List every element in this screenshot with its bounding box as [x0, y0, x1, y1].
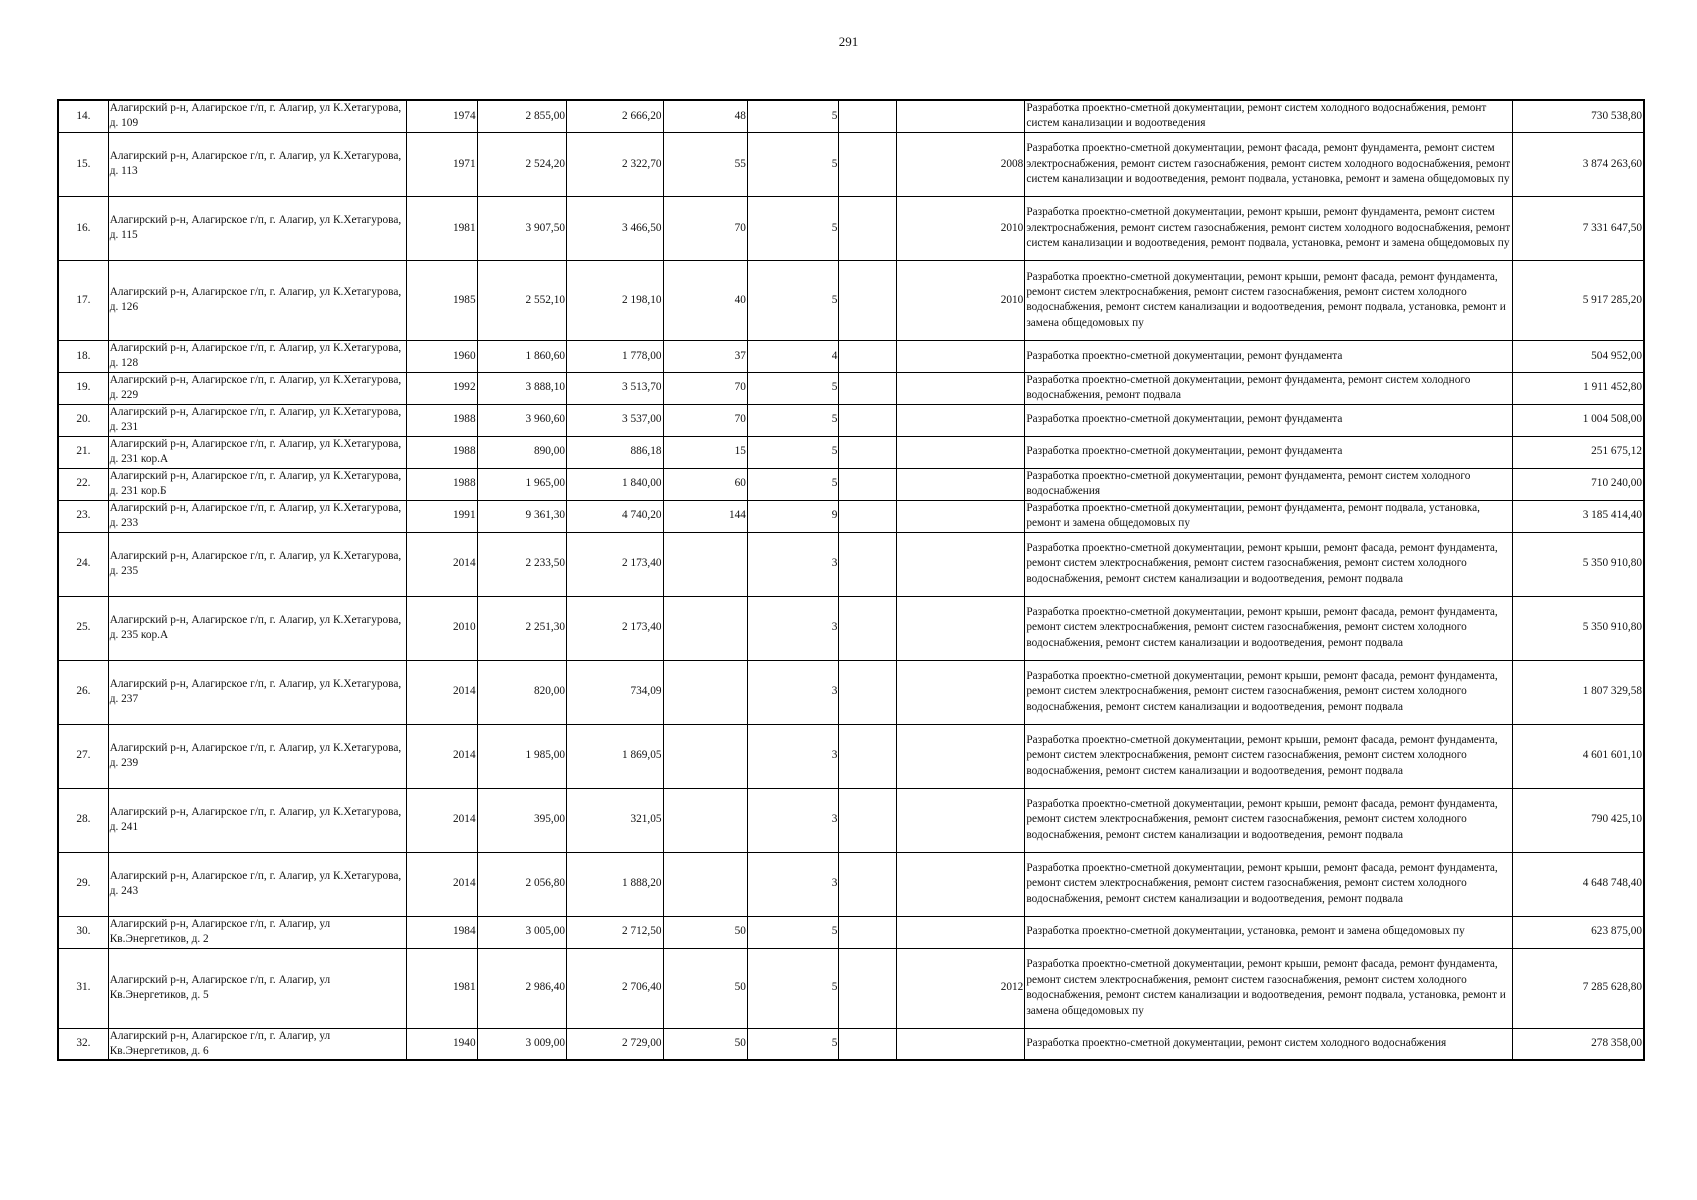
- total-area-cell: 3 907,50: [477, 196, 566, 260]
- residents-cell: [663, 724, 747, 788]
- build-year-cell: 1991: [407, 500, 477, 532]
- build-year-cell: 1985: [407, 260, 477, 340]
- address-cell: Алагирский р-н, Алагирское г/п, г. Алагир, ул Кв.Энергетиков, д. 2: [108, 916, 407, 948]
- empty-cell: [839, 660, 896, 724]
- floors-cell: 5: [747, 468, 838, 500]
- table-row: [58, 372, 1644, 404]
- address-cell: Алагирский р-н, Алагирское г/п, г. Алагир, ул К.Хетагурова, д. 115: [108, 196, 407, 260]
- table-row: [58, 852, 1644, 916]
- table-body: [58, 100, 1644, 1060]
- build-year-cell: 1981: [407, 196, 477, 260]
- address-cell: Алагирский р-н, Алагирское г/п, г. Алагир, ул К.Хетагурова, д. 229: [108, 372, 407, 404]
- floors-cell: 5: [747, 372, 838, 404]
- row-number: 19.: [58, 372, 108, 404]
- residents-cell: 40: [663, 260, 747, 340]
- address-cell: Алагирский р-н, Алагирское г/п, г. Алагир, ул К.Хетагурова, д. 235 кор.А: [108, 596, 407, 660]
- total-area-cell: 1 965,00: [477, 468, 566, 500]
- empty-cell: [839, 532, 896, 596]
- address-cell: Алагирский р-н, Алагирское г/п, г. Алагир, ул Кв.Энергетиков, д. 6: [108, 1028, 407, 1060]
- cost-cell: 5 917 285,20: [1512, 260, 1644, 340]
- build-year-cell: 2014: [407, 660, 477, 724]
- row-number: 22.: [58, 468, 108, 500]
- table-row: [58, 788, 1644, 852]
- address-cell: Алагирский р-н, Алагирское г/п, г. Алагир, ул К.Хетагурова, д. 233: [108, 500, 407, 532]
- row-number: 28.: [58, 788, 108, 852]
- repair-works-cell: Разработка проектно-сметной документации, ремонт крыши, ремонт фундамента, ремонт систем электроснабжения, ремонт систем газоснабжения, ремонт систем холодного водоснабжения, ремонт систем канализации и водоотведения, ремонт подвала, установка, ремонт и замена общедомовых пу: [1025, 196, 1512, 260]
- living-area-cell: 886,18: [567, 436, 663, 468]
- living-area-cell: 2 173,40: [567, 532, 663, 596]
- table-row: [58, 724, 1644, 788]
- floors-cell: 9: [747, 500, 838, 532]
- table-row: [58, 100, 1644, 132]
- build-year-cell: 1988: [407, 404, 477, 436]
- row-number: 18.: [58, 340, 108, 372]
- address-cell: Алагирский р-н, Алагирское г/п, г. Алагир, ул К.Хетагурова, д. 243: [108, 852, 407, 916]
- last-repair-year-cell: 2008: [896, 132, 1025, 196]
- floors-cell: 3: [747, 660, 838, 724]
- floors-cell: 5: [747, 916, 838, 948]
- living-area-cell: 3 466,50: [567, 196, 663, 260]
- repair-works-cell: Разработка проектно-сметной документации, ремонт крыши, ремонт фасада, ремонт фундамента, ремонт систем электроснабжения, ремонт систем газоснабжения, ремонт систем холодного водоснабжения, ремонт систем канализации и водоотведения, ремонт подвала, установка, ремонт и замена общедомовых пу: [1025, 948, 1512, 1028]
- floors-cell: 5: [747, 404, 838, 436]
- residents-cell: 48: [663, 100, 747, 132]
- table-row: [58, 532, 1644, 596]
- address-cell: Алагирский р-н, Алагирское г/п, г. Алагир, ул К.Хетагурова, д. 237: [108, 660, 407, 724]
- table-row: [58, 660, 1644, 724]
- total-area-cell: 1 860,60: [477, 340, 566, 372]
- row-number: 20.: [58, 404, 108, 436]
- living-area-cell: 4 740,20: [567, 500, 663, 532]
- residents-cell: [663, 596, 747, 660]
- residents-cell: [663, 788, 747, 852]
- row-number: 23.: [58, 500, 108, 532]
- living-area-cell: 2 173,40: [567, 596, 663, 660]
- residents-cell: [663, 852, 747, 916]
- build-year-cell: 2014: [407, 532, 477, 596]
- total-area-cell: 2 524,20: [477, 132, 566, 196]
- address-cell: Алагирский р-н, Алагирское г/п, г. Алагир, ул К.Хетагурова, д. 109: [108, 100, 407, 132]
- last-repair-year-cell: [896, 500, 1025, 532]
- build-year-cell: 1971: [407, 132, 477, 196]
- table-row: [58, 196, 1644, 260]
- cost-cell: 1 004 508,00: [1512, 404, 1644, 436]
- last-repair-year-cell: [896, 596, 1025, 660]
- table-row: [58, 468, 1644, 500]
- residents-cell: [663, 660, 747, 724]
- empty-cell: [839, 260, 896, 340]
- row-number: 32.: [58, 1028, 108, 1060]
- build-year-cell: 1988: [407, 468, 477, 500]
- floors-cell: 3: [747, 852, 838, 916]
- repair-works-cell: Разработка проектно-сметной документации, ремонт фундамента, ремонт подвала, установка, ремонт и замена общедомовых пу: [1025, 500, 1512, 532]
- last-repair-year-cell: [896, 340, 1025, 372]
- empty-cell: [839, 596, 896, 660]
- last-repair-year-cell: [896, 916, 1025, 948]
- total-area-cell: 3 888,10: [477, 372, 566, 404]
- table-row: [58, 1028, 1644, 1060]
- housing-repair-table: [57, 99, 1645, 1061]
- cost-cell: 3 185 414,40: [1512, 500, 1644, 532]
- repair-works-cell: Разработка проектно-сметной документации, ремонт крыши, ремонт фасада, ремонт фундамента, ремонт систем электроснабжения, ремонт систем газоснабжения, ремонт систем холодного водоснабжения, ремонт систем канализации и водоотведения, ремонт подвала: [1025, 788, 1512, 852]
- living-area-cell: 2 706,40: [567, 948, 663, 1028]
- repair-works-cell: Разработка проектно-сметной документации, ремонт фундамента, ремонт систем холодного водоснабжения, ремонт подвала: [1025, 372, 1512, 404]
- table-row: [58, 500, 1644, 532]
- table-row: [58, 132, 1644, 196]
- cost-cell: 4 648 748,40: [1512, 852, 1644, 916]
- empty-cell: [839, 724, 896, 788]
- repair-works-cell: Разработка проектно-сметной документации, установка, ремонт и замена общедомовых пу: [1025, 916, 1512, 948]
- total-area-cell: 2 233,50: [477, 532, 566, 596]
- cost-cell: 251 675,12: [1512, 436, 1644, 468]
- residents-cell: 70: [663, 196, 747, 260]
- repair-works-cell: Разработка проектно-сметной документации, ремонт фундамента: [1025, 436, 1512, 468]
- empty-cell: [839, 132, 896, 196]
- last-repair-year-cell: 2010: [896, 196, 1025, 260]
- residents-cell: 70: [663, 404, 747, 436]
- page-number: 291: [838, 34, 859, 49]
- build-year-cell: 2010: [407, 596, 477, 660]
- row-number: 14.: [58, 100, 108, 132]
- cost-cell: 730 538,80: [1512, 100, 1644, 132]
- residents-cell: 60: [663, 468, 747, 500]
- repair-works-cell: Разработка проектно-сметной документации, ремонт систем холодного водоснабжения, ремонт систем канализации и водоотведения: [1025, 100, 1512, 132]
- floors-cell: 5: [747, 132, 838, 196]
- row-number: 17.: [58, 260, 108, 340]
- row-number: 15.: [58, 132, 108, 196]
- total-area-cell: 395,00: [477, 788, 566, 852]
- row-number: 24.: [58, 532, 108, 596]
- build-year-cell: 1984: [407, 916, 477, 948]
- repair-works-cell: Разработка проектно-сметной документации, ремонт крыши, ремонт фасада, ремонт фундамента, ремонт систем электроснабжения, ремонт систем газоснабжения, ремонт систем холодного водоснабжения, ремонт систем канализации и водоотведения, ремонт подвала: [1025, 532, 1512, 596]
- repair-works-cell: Разработка проектно-сметной документации, ремонт крыши, ремонт фасада, ремонт фундамента, ремонт систем электроснабжения, ремонт систем газоснабжения, ремонт систем холодного водоснабжения, ремонт систем канализации и водоотведения, ремонт подвала: [1025, 596, 1512, 660]
- table-row: [58, 436, 1644, 468]
- last-repair-year-cell: [896, 100, 1025, 132]
- empty-cell: [839, 948, 896, 1028]
- cost-cell: 623 875,00: [1512, 916, 1644, 948]
- cost-cell: 710 240,00: [1512, 468, 1644, 500]
- floors-cell: 3: [747, 532, 838, 596]
- cost-cell: 278 358,00: [1512, 1028, 1644, 1060]
- table-row: [58, 948, 1644, 1028]
- residents-cell: 50: [663, 1028, 747, 1060]
- row-number: 25.: [58, 596, 108, 660]
- build-year-cell: 2014: [407, 852, 477, 916]
- repair-works-cell: Разработка проектно-сметной документации, ремонт фундамента, ремонт систем холодного водоснабжения: [1025, 468, 1512, 500]
- residents-cell: 15: [663, 436, 747, 468]
- living-area-cell: 1 778,00: [567, 340, 663, 372]
- floors-cell: 5: [747, 260, 838, 340]
- cost-cell: 7 331 647,50: [1512, 196, 1644, 260]
- living-area-cell: 321,05: [567, 788, 663, 852]
- build-year-cell: 1981: [407, 948, 477, 1028]
- address-cell: Алагирский р-н, Алагирское г/п, г. Алагир, ул К.Хетагурова, д. 231 кор.А: [108, 436, 407, 468]
- living-area-cell: 2 198,10: [567, 260, 663, 340]
- table-row: [58, 596, 1644, 660]
- empty-cell: [839, 404, 896, 436]
- empty-cell: [839, 500, 896, 532]
- address-cell: Алагирский р-н, Алагирское г/п, г. Алагир, ул К.Хетагурова, д. 235: [108, 532, 407, 596]
- living-area-cell: 1 869,05: [567, 724, 663, 788]
- repair-works-cell: Разработка проектно-сметной документации, ремонт крыши, ремонт фасада, ремонт фундамента, ремонт систем электроснабжения, ремонт систем газоснабжения, ремонт систем холодного водоснабжения, ремонт систем канализации и водоотведения, ремонт подвала: [1025, 852, 1512, 916]
- total-area-cell: 2 855,00: [477, 100, 566, 132]
- empty-cell: [839, 468, 896, 500]
- last-repair-year-cell: [896, 724, 1025, 788]
- table-row: [58, 340, 1644, 372]
- cost-cell: 790 425,10: [1512, 788, 1644, 852]
- address-cell: Алагирский р-н, Алагирское г/п, г. Алагир, ул К.Хетагурова, д. 126: [108, 260, 407, 340]
- address-cell: Алагирский р-н, Алагирское г/п, г. Алагир, ул К.Хетагурова, д. 128: [108, 340, 407, 372]
- build-year-cell: 1974: [407, 100, 477, 132]
- residents-cell: 50: [663, 948, 747, 1028]
- last-repair-year-cell: [896, 468, 1025, 500]
- total-area-cell: 3 005,00: [477, 916, 566, 948]
- build-year-cell: 2014: [407, 788, 477, 852]
- last-repair-year-cell: [896, 788, 1025, 852]
- cost-cell: 7 285 628,80: [1512, 948, 1644, 1028]
- empty-cell: [839, 852, 896, 916]
- table-row: [58, 260, 1644, 340]
- build-year-cell: 1992: [407, 372, 477, 404]
- last-repair-year-cell: 2010: [896, 260, 1025, 340]
- address-cell: Алагирский р-н, Алагирское г/п, г. Алагир, ул К.Хетагурова, д. 241: [108, 788, 407, 852]
- empty-cell: [839, 916, 896, 948]
- table-row: [58, 916, 1644, 948]
- address-cell: Алагирский р-н, Алагирское г/п, г. Алагир, ул К.Хетагурова, д. 113: [108, 132, 407, 196]
- living-area-cell: 2 712,50: [567, 916, 663, 948]
- empty-cell: [839, 436, 896, 468]
- empty-cell: [839, 196, 896, 260]
- repair-works-cell: Разработка проектно-сметной документации, ремонт фасада, ремонт фундамента, ремонт систем электроснабжения, ремонт систем газоснабжения, ремонт систем холодного водоснабжения, ремонт систем канализации и водоотведения, ремонт подвала, установка, ремонт и замена общедомовых пу: [1025, 132, 1512, 196]
- address-cell: Алагирский р-н, Алагирское г/п, г. Алагир, ул К.Хетагурова, д. 231: [108, 404, 407, 436]
- floors-cell: 3: [747, 724, 838, 788]
- residents-cell: 55: [663, 132, 747, 196]
- residents-cell: 37: [663, 340, 747, 372]
- cost-cell: 5 350 910,80: [1512, 532, 1644, 596]
- living-area-cell: 734,09: [567, 660, 663, 724]
- living-area-cell: 2 729,00: [567, 1028, 663, 1060]
- row-number: 27.: [58, 724, 108, 788]
- floors-cell: 3: [747, 596, 838, 660]
- build-year-cell: 1940: [407, 1028, 477, 1060]
- cost-cell: 1 807 329,58: [1512, 660, 1644, 724]
- floors-cell: 5: [747, 100, 838, 132]
- address-cell: Алагирский р-н, Алагирское г/п, г. Алагир, ул Кв.Энергетиков, д. 5: [108, 948, 407, 1028]
- last-repair-year-cell: 2012: [896, 948, 1025, 1028]
- total-area-cell: 3 960,60: [477, 404, 566, 436]
- empty-cell: [839, 1028, 896, 1060]
- last-repair-year-cell: [896, 532, 1025, 596]
- floors-cell: 5: [747, 1028, 838, 1060]
- living-area-cell: 1 888,20: [567, 852, 663, 916]
- total-area-cell: 820,00: [477, 660, 566, 724]
- last-repair-year-cell: [896, 660, 1025, 724]
- total-area-cell: 890,00: [477, 436, 566, 468]
- address-cell: Алагирский р-н, Алагирское г/п, г. Алагир, ул К.Хетагурова, д. 239: [108, 724, 407, 788]
- living-area-cell: 3 537,00: [567, 404, 663, 436]
- cost-cell: 4 601 601,10: [1512, 724, 1644, 788]
- residents-cell: 50: [663, 916, 747, 948]
- floors-cell: 5: [747, 196, 838, 260]
- floors-cell: 5: [747, 948, 838, 1028]
- living-area-cell: 2 666,20: [567, 100, 663, 132]
- empty-cell: [839, 340, 896, 372]
- floors-cell: 4: [747, 340, 838, 372]
- row-number: 31.: [58, 948, 108, 1028]
- build-year-cell: 1960: [407, 340, 477, 372]
- total-area-cell: 1 985,00: [477, 724, 566, 788]
- total-area-cell: 2 552,10: [477, 260, 566, 340]
- total-area-cell: 2 986,40: [477, 948, 566, 1028]
- cost-cell: 5 350 910,80: [1512, 596, 1644, 660]
- cost-cell: 1 911 452,80: [1512, 372, 1644, 404]
- last-repair-year-cell: [896, 372, 1025, 404]
- living-area-cell: 1 840,00: [567, 468, 663, 500]
- residents-cell: 144: [663, 500, 747, 532]
- last-repair-year-cell: [896, 436, 1025, 468]
- build-year-cell: 2014: [407, 724, 477, 788]
- build-year-cell: 1988: [407, 436, 477, 468]
- repair-works-cell: Разработка проектно-сметной документации, ремонт крыши, ремонт фасада, ремонт фундамента, ремонт систем электроснабжения, ремонт систем газоснабжения, ремонт систем холодного водоснабжения, ремонт систем канализации и водоотведения, ремонт подвала: [1025, 724, 1512, 788]
- cost-cell: 504 952,00: [1512, 340, 1644, 372]
- repair-works-cell: Разработка проектно-сметной документации, ремонт систем холодного водоснабжения: [1025, 1028, 1512, 1060]
- table-row: [58, 404, 1644, 436]
- row-number: 16.: [58, 196, 108, 260]
- residents-cell: [663, 532, 747, 596]
- repair-works-cell: Разработка проектно-сметной документации, ремонт крыши, ремонт фасада, ремонт фундамента, ремонт систем электроснабжения, ремонт систем газоснабжения, ремонт систем холодного водоснабжения, ремонт систем канализации и водоотведения, ремонт подвала, установка, ремонт и замена общедомовых пу: [1025, 260, 1512, 340]
- last-repair-year-cell: [896, 852, 1025, 916]
- address-cell: Алагирский р-н, Алагирское г/п, г. Алагир, ул К.Хетагурова, д. 231 кор.Б: [108, 468, 407, 500]
- row-number: 21.: [58, 436, 108, 468]
- repair-works-cell: Разработка проектно-сметной документации, ремонт фундамента: [1025, 404, 1512, 436]
- living-area-cell: 3 513,70: [567, 372, 663, 404]
- total-area-cell: 3 009,00: [477, 1028, 566, 1060]
- last-repair-year-cell: [896, 1028, 1025, 1060]
- repair-works-cell: Разработка проектно-сметной документации, ремонт фундамента: [1025, 340, 1512, 372]
- floors-cell: 5: [747, 436, 838, 468]
- row-number: 29.: [58, 852, 108, 916]
- living-area-cell: 2 322,70: [567, 132, 663, 196]
- residents-cell: 70: [663, 372, 747, 404]
- empty-cell: [839, 100, 896, 132]
- total-area-cell: 2 251,30: [477, 596, 566, 660]
- empty-cell: [839, 788, 896, 852]
- empty-cell: [839, 372, 896, 404]
- total-area-cell: 2 056,80: [477, 852, 566, 916]
- last-repair-year-cell: [896, 404, 1025, 436]
- row-number: 26.: [58, 660, 108, 724]
- floors-cell: 3: [747, 788, 838, 852]
- total-area-cell: 9 361,30: [477, 500, 566, 532]
- repair-works-cell: Разработка проектно-сметной документации, ремонт крыши, ремонт фасада, ремонт фундамента, ремонт систем электроснабжения, ремонт систем газоснабжения, ремонт систем холодного водоснабжения, ремонт систем канализации и водоотведения, ремонт подвала: [1025, 660, 1512, 724]
- row-number: 30.: [58, 916, 108, 948]
- cost-cell: 3 874 263,60: [1512, 132, 1644, 196]
